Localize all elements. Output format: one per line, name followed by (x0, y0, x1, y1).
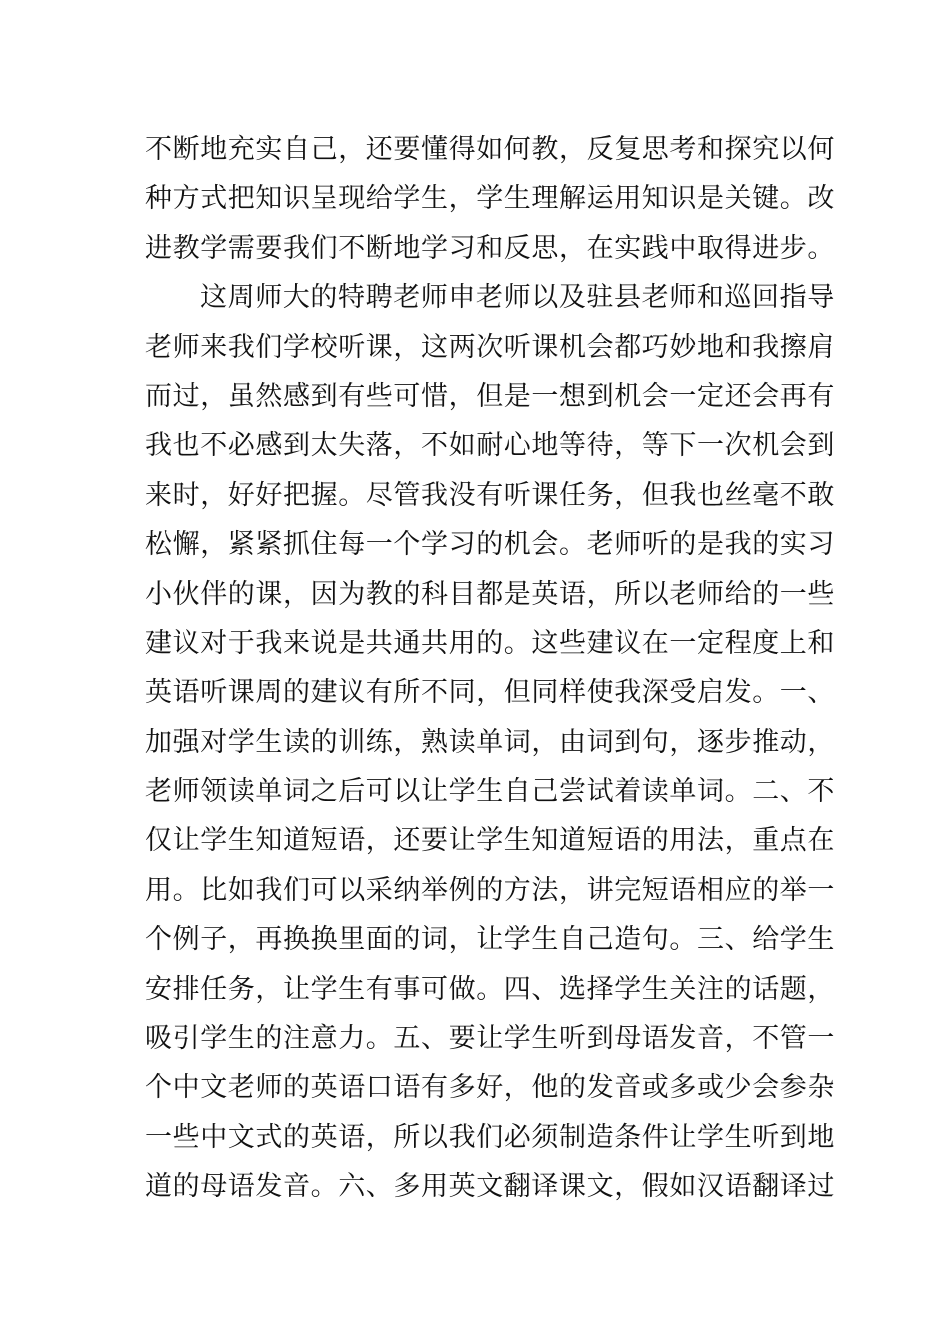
text-line: 加强对学生读的训练，熟读单词，由词到句，逐步推动， (145, 726, 835, 758)
text-line: 进教学需要我们不断地学习和反思，在实践中取得进步。 (145, 232, 835, 264)
text-line: 种方式把知识呈现给学生，学生理解运用知识是关键。改 (145, 183, 835, 215)
text-line: 小伙伴的课，因为教的科目都是英语，所以老师给的一些 (145, 578, 835, 610)
text-line: 安排任务，让学生有事可做。四、选择学生关注的话题， (145, 973, 835, 1005)
text-line: 而过，虽然感到有些可惜，但是一想到机会一定还会再有 (145, 380, 835, 412)
text-line: 个例子，再换换里面的词，让学生自己造句。三、给学生 (145, 924, 835, 956)
body-text (145, 125, 835, 1212)
text-line: 仅让学生知道短语，还要让学生知道短语的用法，重点在 (145, 825, 835, 857)
text-line: 不断地充实自己，还要懂得如何教，反复思考和探究以何 (145, 134, 835, 165)
text-line: 建议对于我来说是共通共用的。这些建议在一定程度上和 (145, 627, 835, 659)
text-line: 松懈，紧紧抓住每一个学习的机会。老师听的是我的实习 (145, 529, 835, 561)
text-line: 英语听课周的建议有所不同，但同样使我深受启发。一、 (145, 677, 835, 709)
text-line: 老师领读单词之后可以让学生自己尝试着读单词。二、不 (145, 776, 835, 808)
text-line: 个中文老师的英语口语有多好，他的发音或多或少会参杂 (145, 1072, 835, 1104)
text-line: 用。比如我们可以采纳举例的方法，讲完短语相应的举一 (145, 874, 835, 906)
paragraph-first-line: 这周师大的特聘老师申老师以及驻县老师和巡回指导 (200, 282, 835, 314)
text-line: 我也不必感到太失落，不如耐心地等待，等下一次机会到 (145, 430, 835, 462)
text-line: 老师来我们学校听课，这两次听课机会都巧妙地和我擦肩 (145, 331, 835, 363)
text-line: 一些中文式的英语，所以我们必须制造条件让学生听到地 (145, 1121, 835, 1153)
text-line: 来时，好好把握。尽管我没有听课任务，但我也丝毫不敢 (145, 479, 835, 511)
text-line: 吸引学生的注意力。五、要让学生听到母语发音，不管一 (145, 1023, 835, 1055)
text-line: 道的母语发音。六、多用英文翻译课文，假如汉语翻译过 (145, 1171, 835, 1203)
